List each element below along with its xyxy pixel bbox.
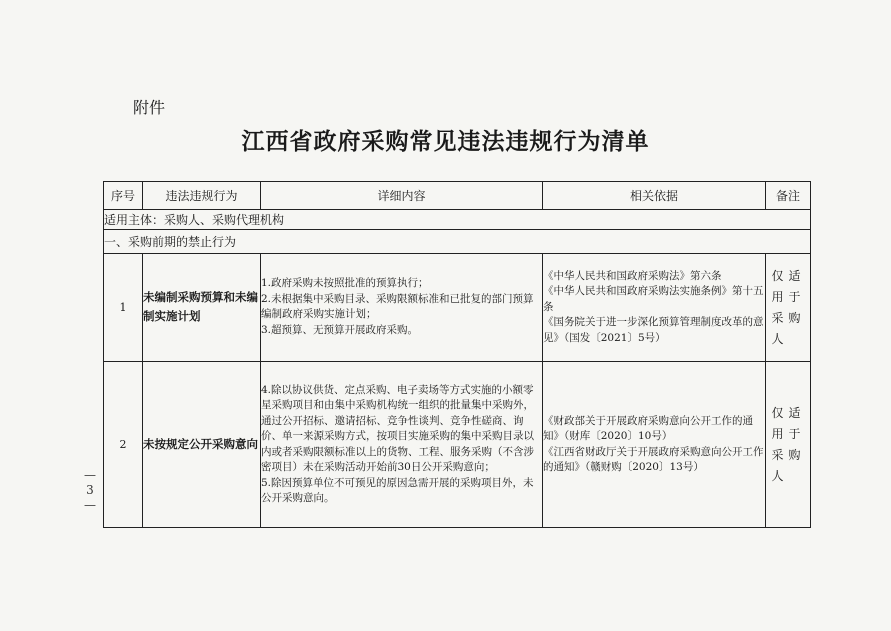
detail-line: 5.除因预算单位不可预见的原因急需开展的采购项目外，未公开采购意向。 xyxy=(261,476,534,505)
subject-row xyxy=(104,209,811,229)
note-char: 采 xyxy=(771,310,784,325)
note-char: 用 xyxy=(771,289,784,304)
violations-table xyxy=(103,181,811,528)
basis-line: 《国务院关于进一步深化预算管理制度改革的意见》（国发〔2021〕5号） xyxy=(543,316,764,344)
note-char: 购 xyxy=(788,310,801,325)
page-number-dash-top: — xyxy=(84,468,96,482)
row-note xyxy=(766,253,811,362)
note-column-left xyxy=(769,403,786,487)
note-char: 适 xyxy=(788,406,801,421)
basis-line: 《中华人民共和国政府采购法实施条例》第十五条 xyxy=(543,285,764,313)
row-behavior: 未编制采购预算和未编制实施计划 xyxy=(143,253,261,362)
detail-line: 4.除以协议供货、定点采购、电子卖场等方式实施的小额零星采购项目和由集中采购机构统一组织的批量集中采购外，通过公开招标、邀请招标、竞争性谈判、竞争性磋商、询价、单一来源采购方式，按项目实施采购的集中采购目录以内或者采购限额标准以上的货物、工程、服务采购（不含涉密项目）未在采购活动开始前30日公开采购意向； xyxy=(261,383,534,474)
row-basis xyxy=(543,362,766,528)
subject-text: 适用主体：采购人、采购代理机构 xyxy=(104,209,811,229)
note-column-right xyxy=(786,266,803,329)
header-note: 备注 xyxy=(766,182,811,210)
attachment-label: 附件 xyxy=(133,98,166,117)
note-char: 适 xyxy=(788,268,801,283)
section-heading: 一、采购前期的禁止行为 xyxy=(104,230,811,254)
note-vertical-text xyxy=(769,403,807,487)
row-note xyxy=(766,362,811,528)
row-detail xyxy=(261,362,543,528)
document-title: 江西省政府采购常见违法违规行为清单 xyxy=(241,128,650,155)
note-vertical-text xyxy=(769,266,807,350)
section-row xyxy=(104,230,811,254)
note-char: 于 xyxy=(788,289,801,304)
note-char: 人 xyxy=(771,469,784,484)
note-char: 采 xyxy=(771,448,784,463)
note-char: 于 xyxy=(788,427,801,442)
note-char: 购 xyxy=(788,448,801,463)
table-header-row xyxy=(104,182,811,210)
header-detail: 详细内容 xyxy=(261,182,543,210)
header-num: 序号 xyxy=(104,182,143,210)
page-number-value: 3 xyxy=(86,483,94,497)
basis-line: 《江西省财政厅关于开展政府采购意向公开工作的通知》（赣财购〔2020〕13号） xyxy=(543,445,764,474)
detail-line: 2.未根据集中采购目录、采购限额标准和已批复的部门预算编制政府采购实施计划； xyxy=(261,292,534,321)
note-char: 仅 xyxy=(771,268,784,283)
header-behavior: 违法违规行为 xyxy=(143,182,261,210)
note-char: 用 xyxy=(771,427,784,442)
page-number xyxy=(82,468,98,513)
row-detail xyxy=(261,253,543,362)
note-char: 仅 xyxy=(771,406,784,421)
basis-line: 《财政部关于开展政府采购意向公开工作的通知》（财库〔2020〕10号） xyxy=(543,414,753,443)
table-row xyxy=(104,362,811,528)
header-basis: 相关依据 xyxy=(543,182,766,210)
row-basis xyxy=(543,253,766,362)
row-number: 1 xyxy=(104,253,143,362)
row-behavior: 未按规定公开采购意向 xyxy=(143,362,261,528)
page-number-dash-bottom: — xyxy=(84,498,96,512)
note-char: 人 xyxy=(771,331,784,346)
note-column-left xyxy=(769,266,786,350)
basis-line: 《中华人民共和国政府采购法》第六条 xyxy=(543,269,722,282)
note-column-right xyxy=(786,403,803,466)
row-number: 2 xyxy=(104,362,143,528)
table-row xyxy=(104,253,811,362)
detail-line: 1.政府采购未按照批准的预算执行； xyxy=(261,277,429,290)
detail-line: 3.超预算、无预算开展政府采购。 xyxy=(261,323,419,336)
